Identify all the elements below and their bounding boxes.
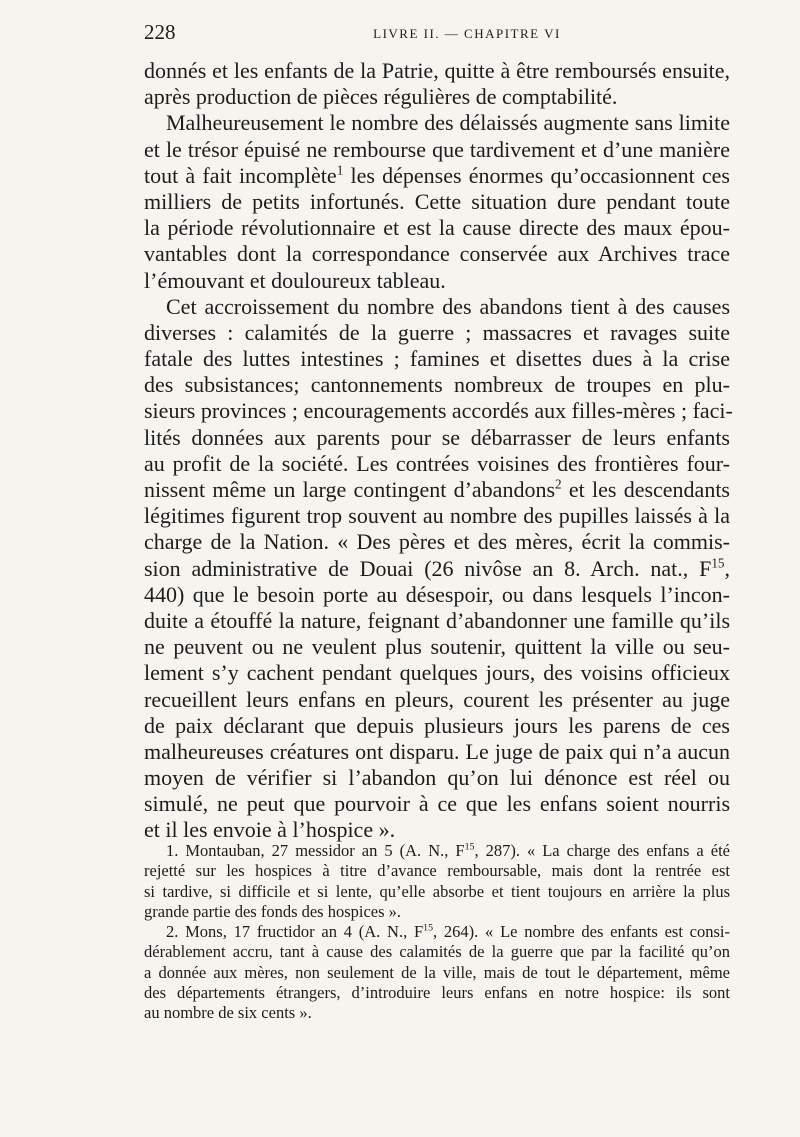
text-segment: nissent même un large contingent d’abandons	[144, 477, 556, 502]
text-segment: ne peuvent ou ne veulent plus soutenir, quittent la ville ou seu-	[144, 634, 730, 660]
superscript: 15	[711, 555, 725, 571]
superscript: 15	[423, 922, 434, 934]
text-segment: de paix déclarant que depuis plusieurs jours les parens de ces	[144, 712, 730, 738]
body-line	[144, 425, 730, 451]
body-line	[144, 477, 730, 503]
text-segment: 1. Montauban, 27 messidor an 5 (A. N., F	[166, 841, 465, 860]
footnote-line	[144, 882, 730, 902]
running-head: LIVRE II. — CHAPITRE VI	[373, 26, 561, 41]
body-line	[144, 608, 730, 634]
body-line	[144, 294, 730, 320]
text-segment: simulé, ne peut que pourvoir à ce que les enfans soient nourris	[144, 791, 730, 817]
body-line	[144, 189, 730, 215]
superscript: 1	[336, 162, 344, 178]
body-line	[144, 268, 730, 294]
text-segment: a donnée aux mères, non seulement de la ville, mais de tout le département, même	[144, 962, 730, 982]
page-number: 228	[144, 20, 176, 44]
body-line	[144, 110, 730, 136]
text-segment: l’émouvant et douloureux tableau.	[144, 267, 446, 293]
text-segment: après production de pièces régulières de comptabilité.	[144, 84, 618, 110]
text-segment: les dépenses énormes qu’occasionnent ces	[343, 162, 730, 188]
text-segment: des subsistances; cantonnements nombreux de troupes en plu-	[144, 372, 730, 398]
text-segment: au profit de la société. Les contrées voisines des frontières four-	[144, 450, 730, 476]
text-segment: sion administrative de Douai (26 nivôse an 8. Arch. nat., F	[144, 555, 712, 581]
footnote-line	[144, 841, 730, 861]
page-header	[144, 20, 730, 50]
body-line	[144, 817, 730, 843]
body-line	[144, 58, 730, 84]
text-segment: 2. Mons, 17 fructidor an 4 (A. N., F	[166, 922, 424, 942]
body-line	[144, 137, 730, 163]
text-segment: au nombre de six cents ».	[144, 1003, 312, 1023]
body-line	[144, 163, 730, 189]
body-line	[144, 765, 730, 791]
footnotes	[144, 841, 730, 1024]
text-segment: recueillent leurs enfans en pleurs, courent les présenter au juge	[144, 686, 730, 712]
text-segment: lités données aux parents pour se débarrasser de leurs enfants	[144, 424, 730, 450]
text-segment: moyen de vérifier si l’abandon qu’on lui dénonce est réel ou	[144, 765, 730, 791]
text-segment: 440) que le besoin porte au désespoir, ou dans lesquels l’incon-	[144, 581, 730, 607]
text-segment: sieurs provinces ; encouragements accordés aux filles-mères ; faci-	[144, 398, 733, 424]
text-segment: grande partie des fonds des hospices ».	[144, 901, 402, 921]
text-segment: légitimes figurent trop souvent au nombre des pupilles laissés à la	[144, 503, 730, 529]
text-segment: des départements étrangers, d’introduire leurs enfans en notre hospice: ils sont	[144, 983, 730, 1003]
text-segment: la période révolutionnaire et est la cause directe des maux épou-	[144, 215, 730, 241]
text-segment: , 287). « La charge des enfans a été	[474, 841, 730, 860]
footnote-line	[144, 942, 730, 962]
body-line	[144, 791, 730, 817]
footnote-line	[144, 902, 730, 922]
text-segment: charge de la Nation. « Des pères et des mères, écrit la commis-	[144, 529, 730, 555]
body-text	[144, 58, 733, 844]
body-line	[144, 634, 730, 660]
body-line	[144, 398, 733, 424]
text-segment: si tardive, si difficile et si lente, qu’elle absorbe et tient toujours en arrière la plus	[144, 881, 730, 901]
text-segment: milliers de petits infortunés. Cette situation dure pendant toute	[144, 188, 730, 214]
body-line	[144, 241, 730, 267]
text-segment: , 264). « Le nombre des enfants est consi-	[433, 922, 730, 942]
footnote-line	[144, 1003, 730, 1023]
body-line	[144, 503, 730, 529]
text-segment: et il les envoie à l’hospice ».	[144, 817, 396, 843]
text-segment: Cet accroissement du nombre des abandons tient à des causes	[166, 293, 730, 319]
text-segment: rejetté sur les hospices à titre d’avance remboursable, mais dont la rentrée est	[144, 861, 730, 881]
body-line	[144, 451, 730, 477]
body-line	[144, 372, 730, 398]
body-line	[144, 739, 730, 765]
body-line	[144, 660, 730, 686]
body-line	[144, 346, 730, 372]
text-segment: vantables dont la correspondance conservée aux Archives trace	[144, 241, 730, 267]
superscript: 2	[555, 476, 562, 492]
body-line	[144, 84, 730, 110]
superscript: 15	[464, 841, 475, 853]
text-segment: tout à fait incomplète	[144, 162, 337, 188]
text-segment: ,	[724, 555, 730, 581]
text-segment: duite a étouffé la nature, feignant d’abandonner une famille qu’ils	[144, 607, 730, 633]
text-segment: lement s’y cachent pendant quelques jours, des voisins officieux	[144, 660, 730, 686]
body-line	[144, 713, 730, 739]
body-line	[144, 582, 730, 608]
footnote-line	[144, 983, 730, 1003]
text-segment: dérablement accru, tant à cause des calamités de la guerre que par la facilité qu’on	[144, 942, 730, 962]
body-line	[144, 687, 730, 713]
body-line	[144, 215, 730, 241]
text-segment: fatale des luttes intestines ; famines et disettes dues à la crise	[144, 346, 730, 372]
footnote-line	[144, 963, 730, 983]
footnote-line	[144, 861, 730, 881]
text-segment: et les descendants	[561, 477, 730, 502]
footnote-line	[144, 922, 730, 942]
text-segment: et le trésor épuisé ne rembourse que tardivement et d’une manière	[144, 136, 730, 162]
body-line	[144, 320, 730, 346]
text-segment: diverses : calamités de la guerre ; massacres et ravages suite	[144, 319, 730, 345]
text-segment: malheureuses créatures ont disparu. Le juge de paix qui n’a aucun	[144, 738, 730, 764]
body-line	[144, 556, 730, 582]
body-line	[144, 529, 730, 555]
text-segment: Malheureusement le nombre des délaissés augmente sans limite	[166, 110, 730, 136]
text-segment: donnés et les enfants de la Patrie, quitte à être remboursés ensuite,	[144, 58, 730, 83]
